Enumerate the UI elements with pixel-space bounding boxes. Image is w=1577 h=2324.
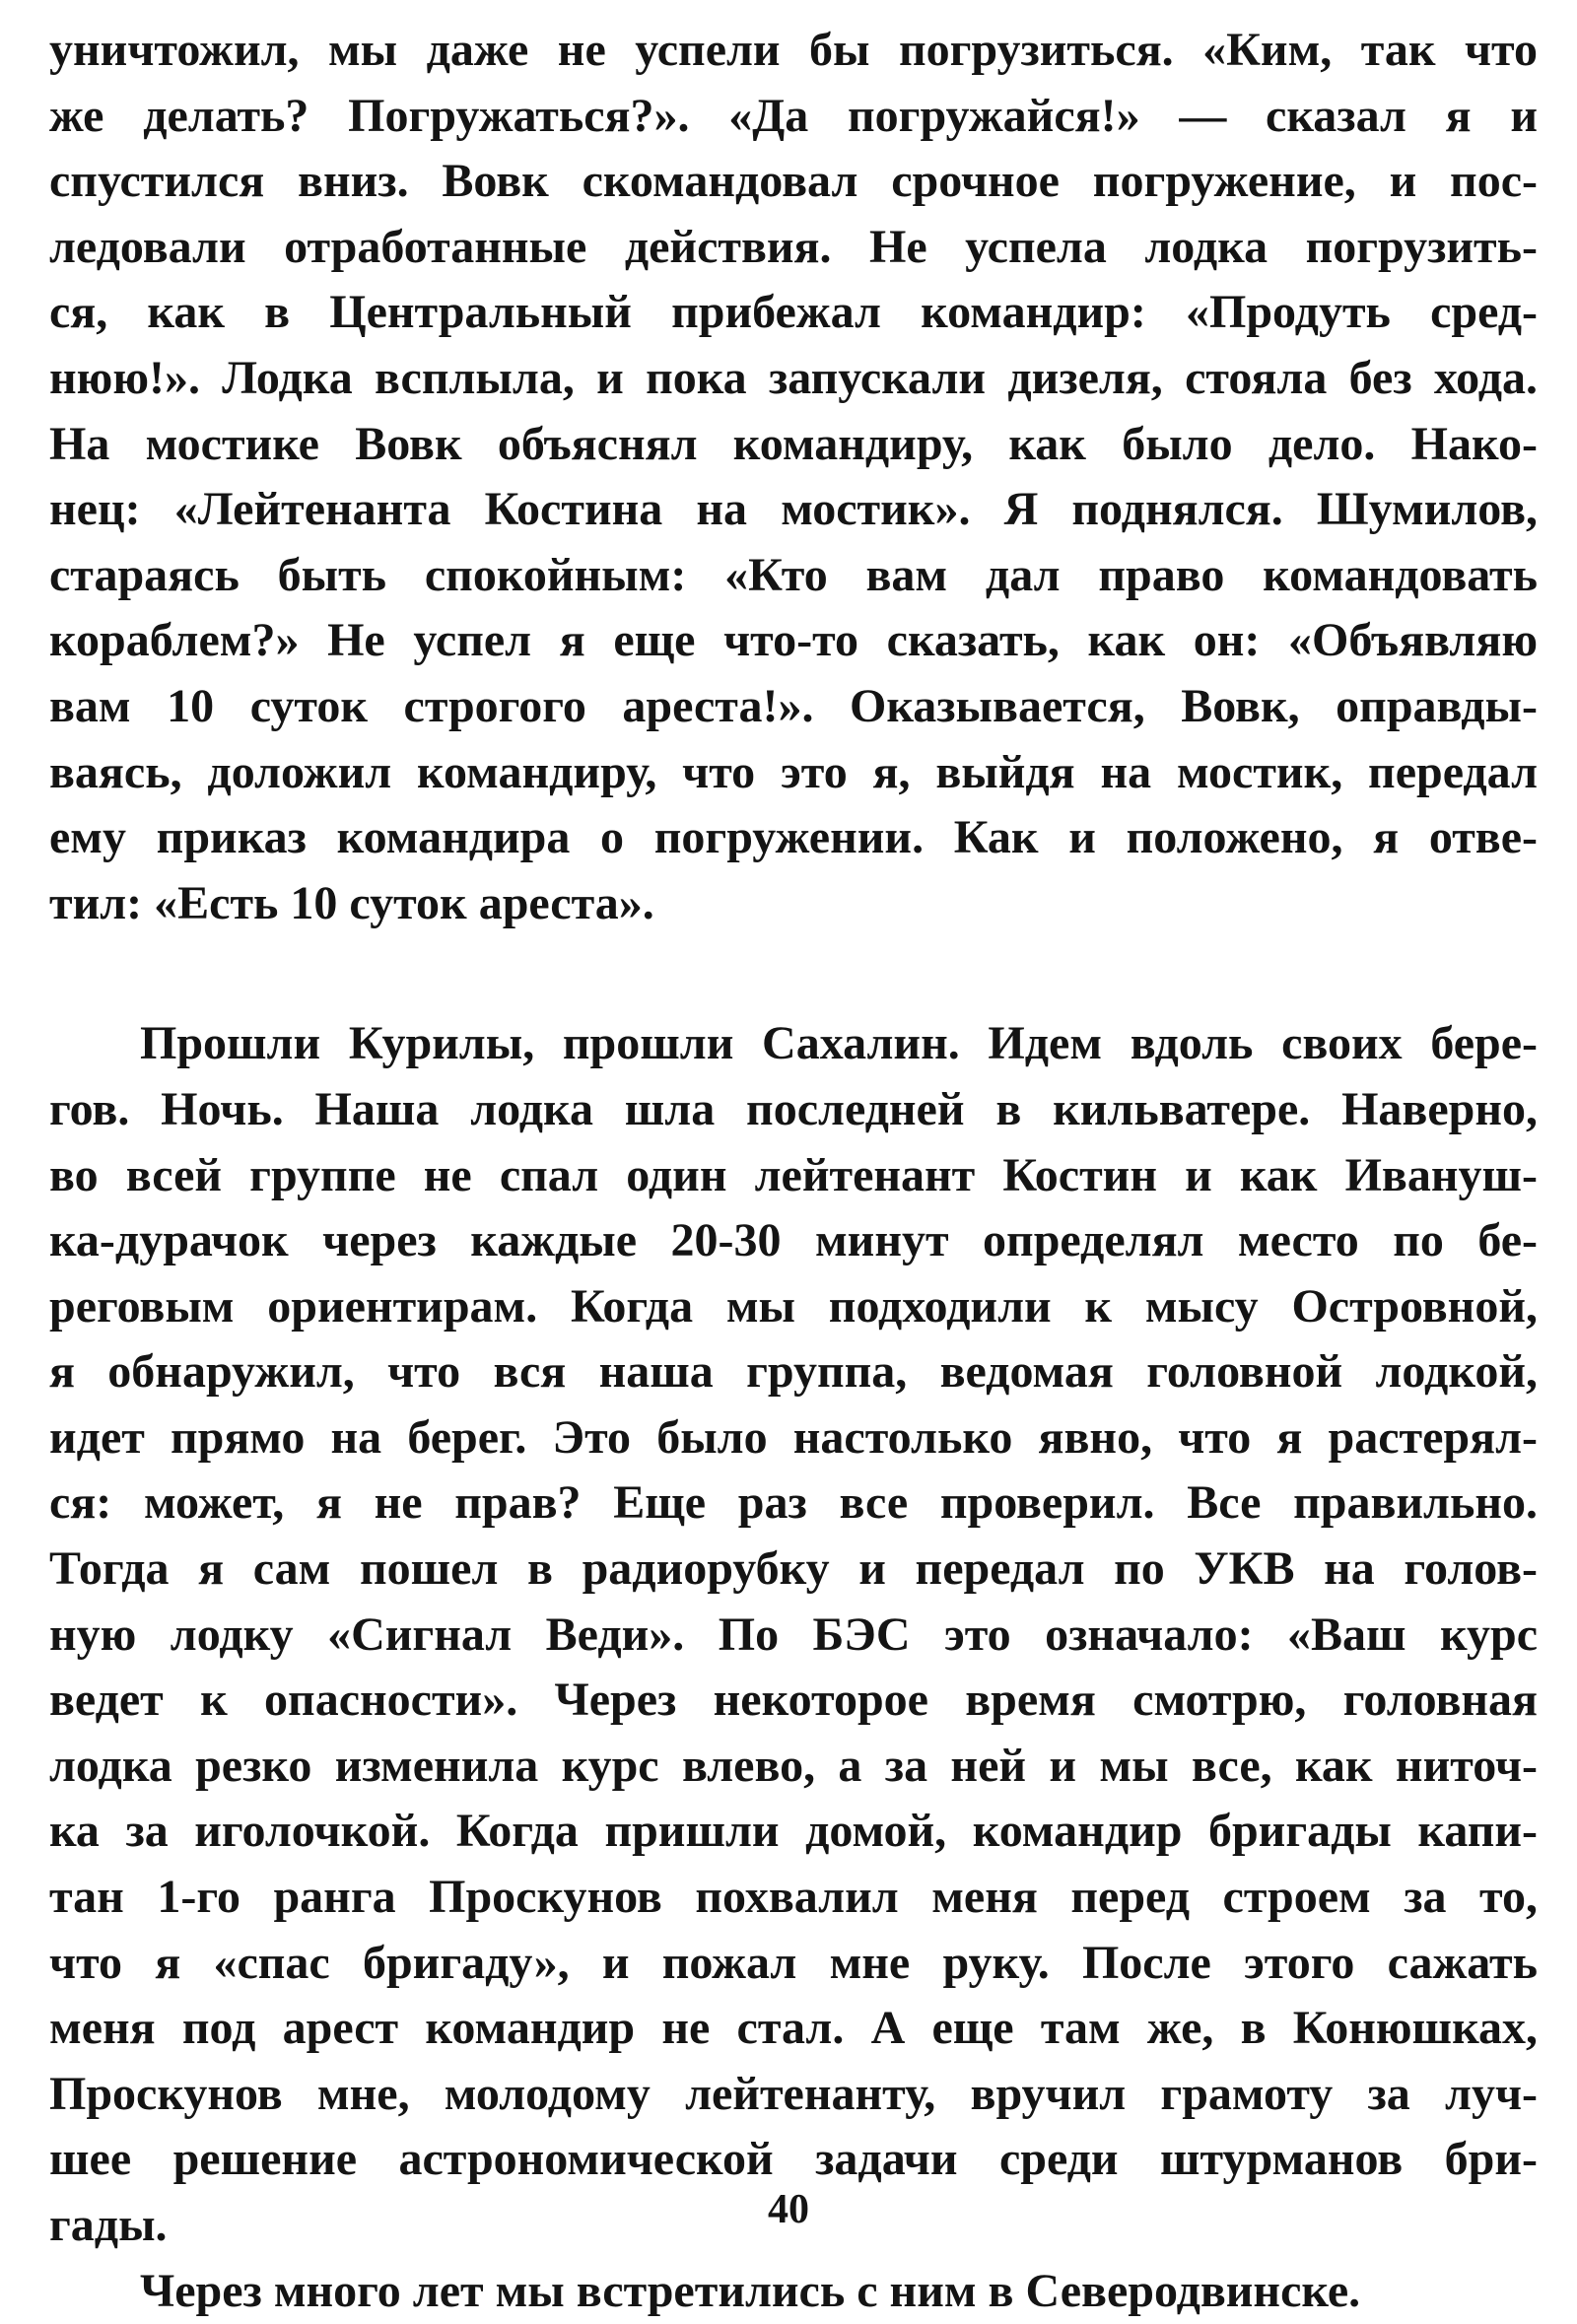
- text-line: ную лодку «Сигнал Веди». По БЭС это означало: «Ваш курс: [49, 1607, 1538, 1661]
- text-line: ему приказ командира о погружении. Как и положено, я отве-: [49, 811, 1538, 864]
- text-line: реговым ориентирам. Когда мы подходили к мысу Островной,: [49, 1279, 1538, 1333]
- paragraph-3: [49, 2259, 1538, 2324]
- text-line: меня под арест командир не стал. А еще там же, в Конюшках,: [49, 2002, 1538, 2055]
- text-line: во всей группе не спал один лейтенант Костин и как Ивануш-: [49, 1148, 1538, 1201]
- text-line: спустился вниз. Вовк скомандовал срочное погружение, и пос-: [49, 155, 1538, 208]
- text-line: уничтожил, мы даже не успели бы погрузиться. «Ким, так что: [49, 24, 1538, 76]
- text-line: ся: может, я не прав? Еще раз все проверил. Все правильно.: [49, 1476, 1538, 1530]
- text-line: тан 1-го ранга Проскунов похвалил меня перед строем за то,: [49, 1871, 1538, 1924]
- text-line: лодка резко изменила курс влево, а за ней и мы все, как ниточ-: [49, 1739, 1538, 1792]
- paragraph-gap: [49, 936, 1538, 1011]
- text-line: шее решение астрономической задачи среди штурманов бри-: [49, 2133, 1538, 2186]
- text-line: ка-дурачок через каждые 20-30 минут определял место по бе-: [49, 1214, 1538, 1267]
- text-line: Через много лет мы встретились с ним в Северодвинске.: [140, 2264, 1361, 2317]
- text-line: кораблем?» Не успел я еще что-то сказать, как он: «Объявляю: [49, 614, 1538, 667]
- text-line: ся, как в Центральный прибежал командир: «Продуть сред-: [49, 286, 1538, 339]
- text-line: я обнаружил, что вся наша группа, ведомая головной лодкой,: [49, 1345, 1538, 1399]
- text-line: тил: «Есть 10 суток ареста».: [49, 876, 654, 929]
- paragraph-2: [49, 1011, 1538, 2258]
- text-line: нюю!». Лодка всплыла, и пока запускали дизеля, стояла без хода.: [49, 351, 1538, 404]
- text-line: нец: «Лейтенанта Костина на мостик». Я поднялся. Шумилов,: [49, 483, 1538, 536]
- text-line: ведет к опасности». Через некоторое время смотрю, головная: [49, 1674, 1538, 1727]
- text-line: ваясь, доложил командиру, что это я, выйдя на мостик, передал: [49, 745, 1538, 798]
- text-line: Прошли Курилы, прошли Сахалин. Идем вдоль своих бере-: [140, 1017, 1538, 1070]
- page-body: [49, 18, 1538, 2324]
- text-line: что я «спас бригаду», и пожал мне руку. После этого сажать: [49, 1936, 1538, 1989]
- paragraph-1: [49, 18, 1538, 936]
- text-line: стараясь быть спокойным: «Кто вам дал право командовать: [49, 548, 1538, 601]
- text-line: гов. Ночь. Наша лодка шла последней в кильватере. Наверно,: [49, 1082, 1538, 1135]
- text-line: ка за иголочкой. Когда пришли домой, командир бригады капи-: [49, 1805, 1538, 1858]
- text-line: ледовали отработанные действия. Не успела лодка погрузить-: [49, 220, 1538, 273]
- text-line: На мостике Вовк объяснял командиру, как было дело. Нако-: [49, 417, 1538, 470]
- text-line: идет прямо на берег. Это было настолько явно, что я растерял-: [49, 1410, 1538, 1464]
- text-line: Проскунов мне, молодому лейтенанту, вручил грамоту за луч-: [49, 2067, 1538, 2120]
- text-line: вам 10 суток строгого ареста!». Оказывается, Вовк, оправды-: [49, 679, 1538, 732]
- page-number: 40: [768, 2187, 809, 2232]
- text-line: Тогда я сам пошел в радиорубку и передал по УКВ на голов-: [49, 1542, 1538, 1596]
- text-line: гады.: [49, 2199, 168, 2251]
- text-line: же делать? Погружаться?». «Да погружайся!» — сказал я и: [49, 89, 1538, 142]
